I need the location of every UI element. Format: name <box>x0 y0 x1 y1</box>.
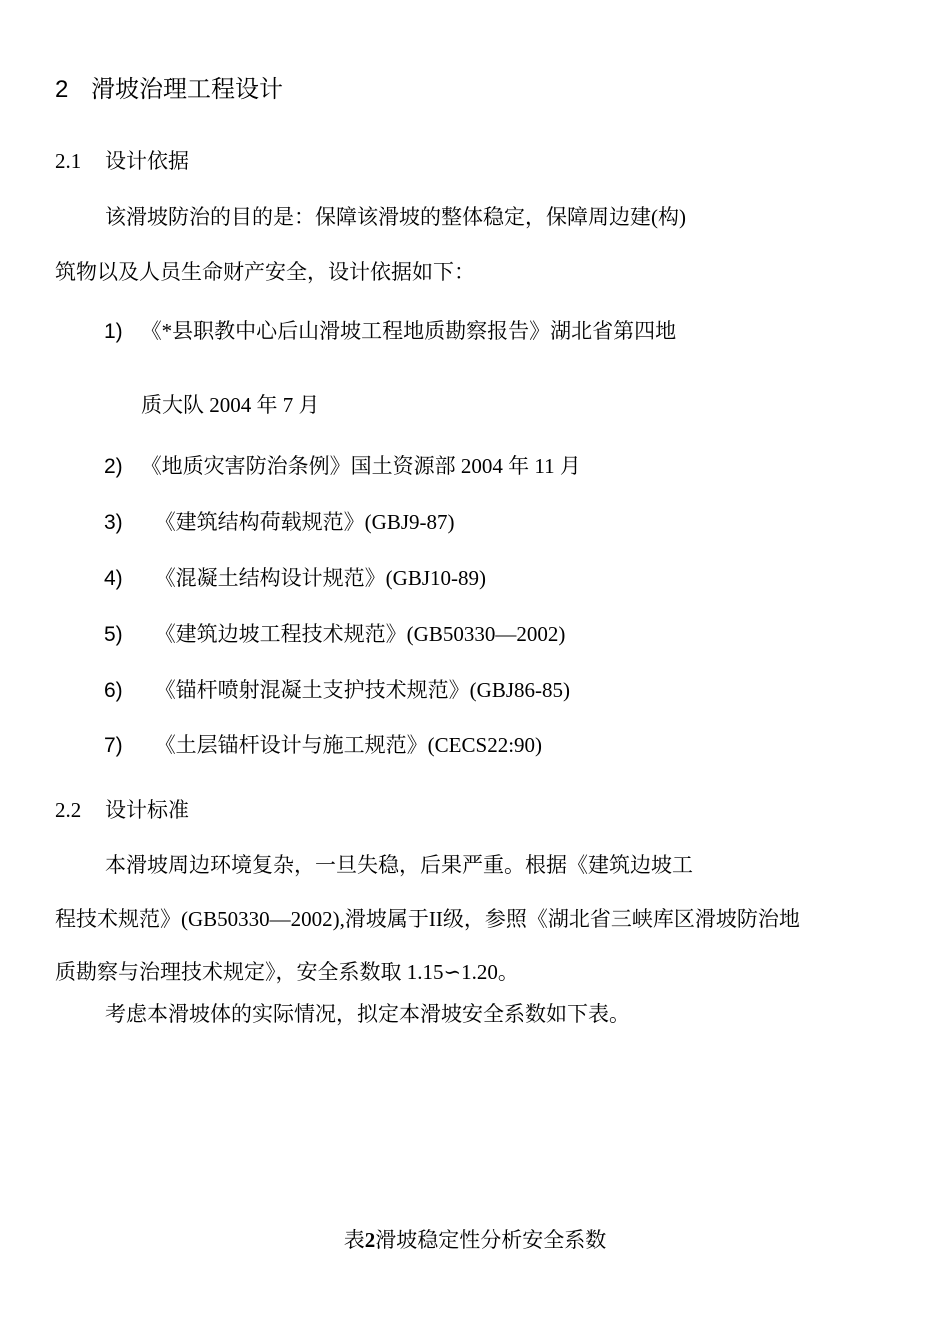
section-title: 设计依据 <box>105 150 189 173</box>
chapter-number: 2 <box>55 76 69 103</box>
list-number: 7) <box>104 734 123 757</box>
reference-item <box>104 508 455 537</box>
paragraph-line: 本滑坡周边环境复杂，一旦失稳，后果严重。根据《建筑边坡工 <box>105 853 693 877</box>
reference-item <box>104 620 565 649</box>
reference-text: 《混凝土结构设计规范》(GBJ10-89) <box>154 566 487 590</box>
list-number: 6) <box>104 679 123 702</box>
section-heading-2-1 <box>55 147 189 176</box>
reference-text: 《*县职教中心后山滑坡工程地质勘察报告》湖北省第四地 <box>140 319 677 343</box>
reference-text: 《建筑结构荷载规范》(GBJ9-87) <box>154 510 455 534</box>
section-heading-2-2 <box>55 796 189 825</box>
section-title: 设计标准 <box>105 799 189 822</box>
reference-text: 《地质灾害防治条例》国土资源部 2004 年 11 月 <box>140 454 581 478</box>
reference-item <box>104 731 542 760</box>
reference-item <box>104 452 581 481</box>
chapter-heading <box>55 74 283 106</box>
paragraph-line: 考虑本滑坡体的实际情况，拟定本滑坡安全系数如下表。 <box>105 1002 630 1026</box>
chapter-title: 滑坡治理工程设计 <box>91 76 283 103</box>
paragraph-line: 程技术规范》(GB50330—2002),滑坡属于II级，参照《湖北省三峡库区滑坡防治地 <box>55 907 800 931</box>
list-number: 4) <box>104 567 123 590</box>
caption-prefix: 表 <box>343 1228 365 1252</box>
paragraph-line: 筑物以及人员生命财产安全，设计依据如下： <box>55 260 475 284</box>
list-number: 2) <box>104 455 123 478</box>
list-number: 1) <box>104 320 123 343</box>
paragraph-line: 该滑坡防治的目的是：保障该滑坡的整体稳定，保障周边建(构) <box>105 205 686 229</box>
reference-text: 《锚杆喷射混凝土支护技术规范》(GBJ86-85) <box>154 678 571 702</box>
caption-title: 滑坡稳定性分析安全系数 <box>375 1228 607 1252</box>
reference-item <box>104 564 486 593</box>
table-caption <box>0 1226 950 1254</box>
caption-number: 2 <box>364 1228 376 1252</box>
reference-text: 《建筑边坡工程技术规范》(GB50330—2002) <box>154 622 566 646</box>
reference-text-continued: 质大队 2004 年 7 月 <box>141 393 320 417</box>
list-number: 3) <box>104 511 123 534</box>
section-number: 2.2 <box>55 798 82 822</box>
reference-item <box>104 676 570 705</box>
paragraph-line: 质勘察与治理技术规定》，安全系数取 1.15∽1.20。 <box>55 960 519 984</box>
reference-item <box>104 317 676 346</box>
reference-text: 《土层锚杆设计与施工规范》(CECS22:90) <box>154 733 543 757</box>
list-number: 5) <box>104 623 123 646</box>
section-number: 2.1 <box>55 149 82 173</box>
